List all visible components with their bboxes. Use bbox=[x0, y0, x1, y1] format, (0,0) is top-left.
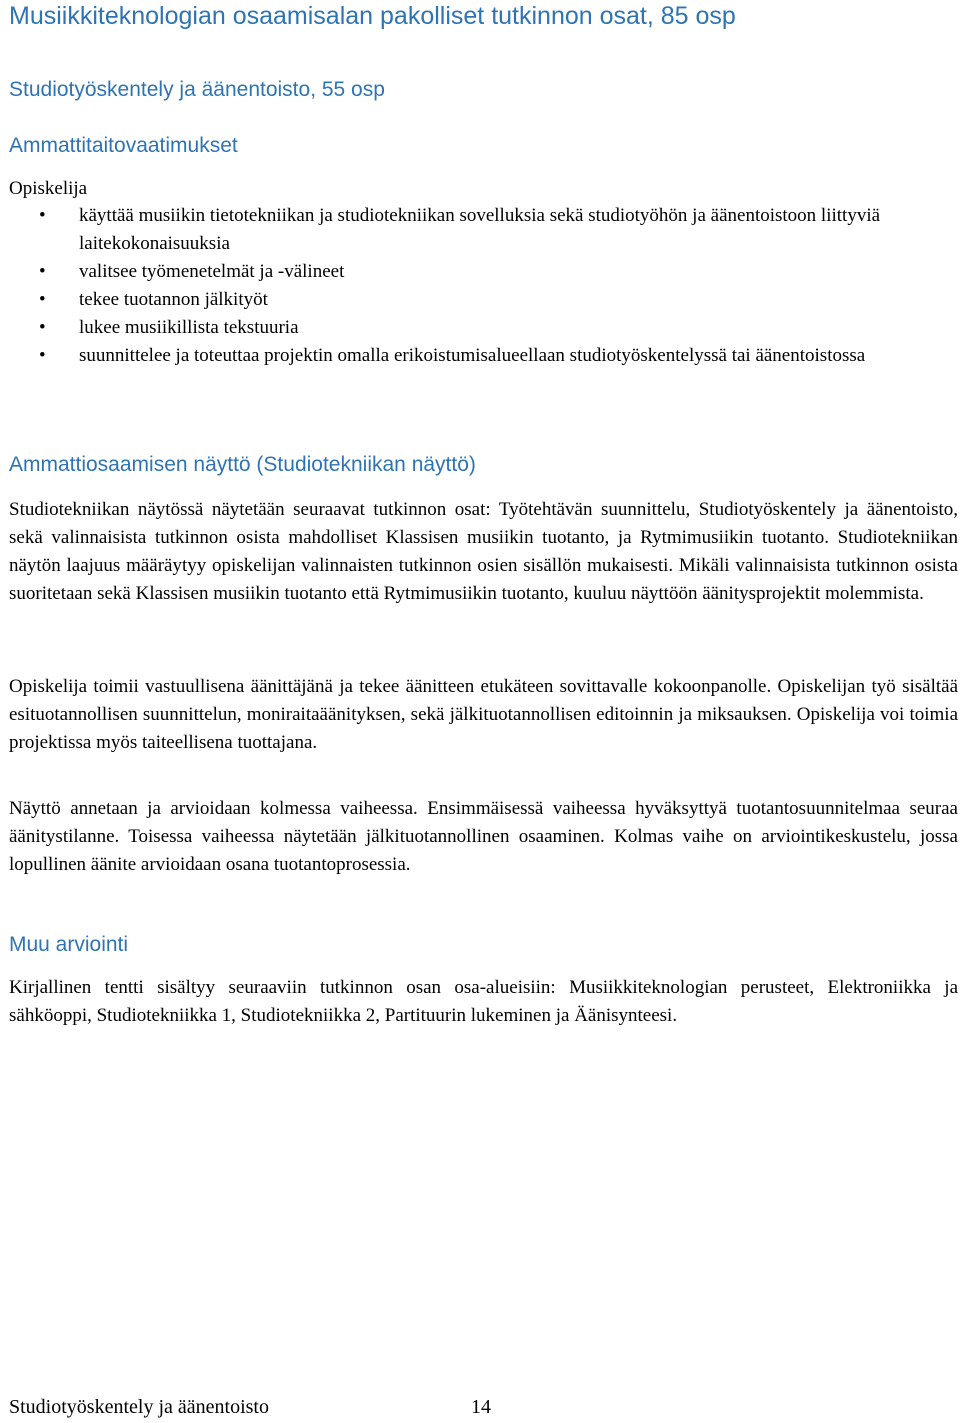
demonstration-heading: Ammattiosaamisen näyttö (Studiotekniikan näyttö) bbox=[9, 453, 476, 476]
list-item: • valitsee työmenetelmät ja -välineet bbox=[9, 258, 958, 286]
other-assessment-heading: Muu arviointi bbox=[9, 933, 129, 956]
demonstration-paragraph-1: Studiotekniikan näytössä näytetään seuraavat tutkinnon osat: Työtehtävän suunnittelu, Studiotyöskentely ja äänentoisto, sekä valinnaisista tutkinnon osista mahdolliset Klassisen musiikin tuotanto, ja Rytmimusiikin tuotanto. Studiotekniikan näytön laajuus määräytyy opiskelijan valinnaisten tutkinnon osien sisällön mukaisesti. Mikäli valinnaisista tutkinnon osista suoritetaan sekä Klassisen musiikin tuotanto että Rytmimusiikin tuotanto, kuuluu näyttöön äänitysprojektit molemmista. bbox=[9, 499, 958, 604]
list-item: • tekee tuotannon jälkityöt bbox=[9, 286, 958, 314]
page-number: 14 bbox=[471, 1396, 491, 1418]
footer-label: Studiotyöskentely ja äänentoisto bbox=[9, 1396, 269, 1418]
section-title: Studiotyöskentely ja äänentoisto, 55 osp bbox=[9, 78, 385, 101]
requirements-subject: Opiskelija bbox=[9, 178, 88, 199]
requirements-list bbox=[9, 202, 958, 370]
list-item: • suunnittelee ja toteuttaa projektin omalla erikoistumisalueellaan studiotyöskentelyssä tai äänentoistossa bbox=[9, 342, 958, 370]
other-assessment-text: Kirjallinen tentti sisältyy seuraaviin tutkinnon osan osa-alueisiin: Musiikkiteknologian perusteet, Elektroniikka ja sähköoppi, Studiotekniikka 1, Studiotekniikka 2, Partituurin lukeminen ja Äänisynteesi. bbox=[9, 977, 958, 1026]
list-item: • käyttää musiikin tietotekniikan ja studiotekniikan sovelluksia sekä studiotyöhön ja äänentoistoon liittyviä laitekokonaisuuksia bbox=[9, 202, 958, 258]
list-item: • lukee musiikillista tekstuuria bbox=[9, 314, 958, 342]
demonstration-paragraph-3: Näyttö annetaan ja arvioidaan kolmessa vaiheessa. Ensimmäisessä vaiheessa hyväksyttyä tuotantosuunnitelmaa seuraa äänitystilanne. Toisessa vaiheessa näytetään jälkituotannollinen osaaminen. Kolmas vaihe on arviointikeskustelu, jossa lopullinen äänite arvioidaan osana tuotantoprosessia. bbox=[9, 798, 958, 875]
page-title: Musiikkiteknologian osaamisalan pakolliset tutkinnon osat, 85 osp bbox=[9, 2, 736, 30]
demonstration-paragraph-2: Opiskelija toimii vastuullisena äänittäjänä ja tekee äänitteen etukäteen sovittavalle kokoonpanolle. Opiskelijan työ sisältää esituotannollisen suunnittelun, moniraitaäänityksen, sekä jälkituotannollisen editoinnin ja miksauksen. Opiskelija voi toimia projektissa myös taiteellisena tuottajana. bbox=[9, 676, 958, 753]
requirements-heading: Ammattitaitovaatimukset bbox=[9, 134, 238, 157]
